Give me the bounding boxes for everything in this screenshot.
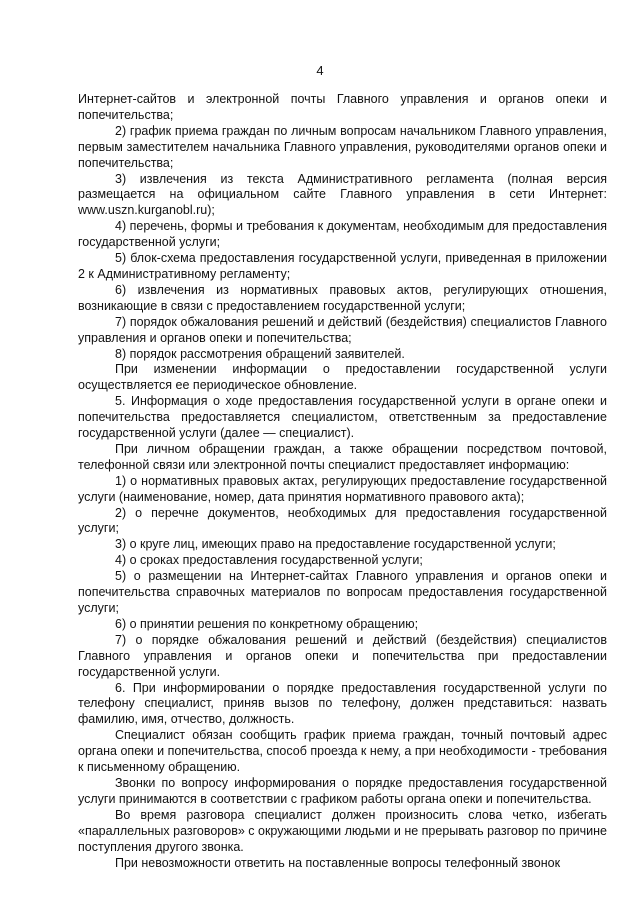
paragraph: При изменении информации о предоставлении государственной услуги осуществляется ее периодическое обновление. xyxy=(78,362,607,393)
page-number: 4 xyxy=(316,63,324,78)
paragraph: 7) о порядке обжалования решений и действий (бездействия) специалистов Главного управления и органов опеки и попечительства при предоставлении государственной услуги. xyxy=(78,632,607,679)
paragraph: 6) о принятии решения по конкретному обращению; xyxy=(115,616,419,631)
paragraph: Интернет-сайтов и электронной почты Главного управления и органов опеки и попечительства; xyxy=(78,92,607,122)
paragraph: Звонки по вопросу информирования о порядке предоставления государственной услуги принимаются в соответствии с графиком работы органа опеки и попечительства. xyxy=(78,775,607,806)
document-body xyxy=(78,92,607,871)
paragraph: Во время разговора специалист должен произносить слова четко, избегать «параллельных разговоров» с окружающими людьми и не прерывать разговор по причине поступления другого звонка. xyxy=(78,807,608,854)
paragraph: 5) блок-схема предоставления государственной услуги, приведенная в приложении 2 к Административному регламенту; xyxy=(78,251,607,281)
paragraph: 1) о нормативных правовых актах, регулирующих предоставление государственной услуги (наименование, номер, дата принятия нормативного правового акта); xyxy=(78,473,607,504)
paragraph: 3) извлечения из текста Административного регламента (полная версия размещается на официальном сайте Главного управления в сети Интернет: www.uszn.kurganobl.ru); xyxy=(78,171,607,218)
paragraph: 8) порядок рассмотрения обращений заявителей. xyxy=(115,346,405,361)
paragraph: 2) о перечне документов, необходимых для предоставления государственной услуги; xyxy=(78,505,607,536)
paragraph: 3) о круге лиц, имеющих право на предоставление государственной услуги; xyxy=(115,537,556,552)
paragraph: 6. При информировании о порядке предоставления государственной услуги по телефону специалист, приняв вызов по телефону, должен представиться: назвать фамилию, имя, отчество, должность. xyxy=(78,680,607,727)
paragraph: 5. Информация о ходе предоставления государственной услуги в органе опеки и попечительства предоставляется специалистом, ответственным за предоставление государственной услуги (далее — специалист). xyxy=(78,394,607,441)
paragraph: 7) порядок обжалования решений и действий (бездействия) специалистов Главного управления и органов опеки и попечительства; xyxy=(78,314,607,345)
paragraph: 4) о сроках предоставления государственной услуги; xyxy=(115,553,423,568)
paragraph: При личном обращении граждан, а также обращении посредством почтовой, телефонной связи или электронной почты специалист предоставляет информацию: xyxy=(78,441,607,472)
paragraph: 6) извлечения из нормативных правовых актов, регулирующих отношения, возникающие в связи с предоставлением государственной услуги; xyxy=(78,282,607,313)
paragraph: При невозможности ответить на поставленные вопросы телефонный звонок xyxy=(115,855,561,870)
paragraph: 4) перечень, формы и требования к документам, необходимым для предоставления государственной услуги; xyxy=(78,219,607,250)
paragraph: 2) график приема граждан по личным вопросам начальником Главного управления, первым заместителем начальника Главного управления, руководителями органов опеки и попечительства; xyxy=(78,123,607,170)
paragraph: 5) о размещении на Интернет-сайтах Главного управления и органов опеки и попечительства справочных материалов по вопросам предоставления государственной услуги; xyxy=(78,569,607,615)
paragraph: Специалист обязан сообщить график приема граждан, точный почтовый адрес органа опеки и попечительства, способ проезда к нему, а при необходимости - требования к письменному обращению. xyxy=(78,728,607,775)
